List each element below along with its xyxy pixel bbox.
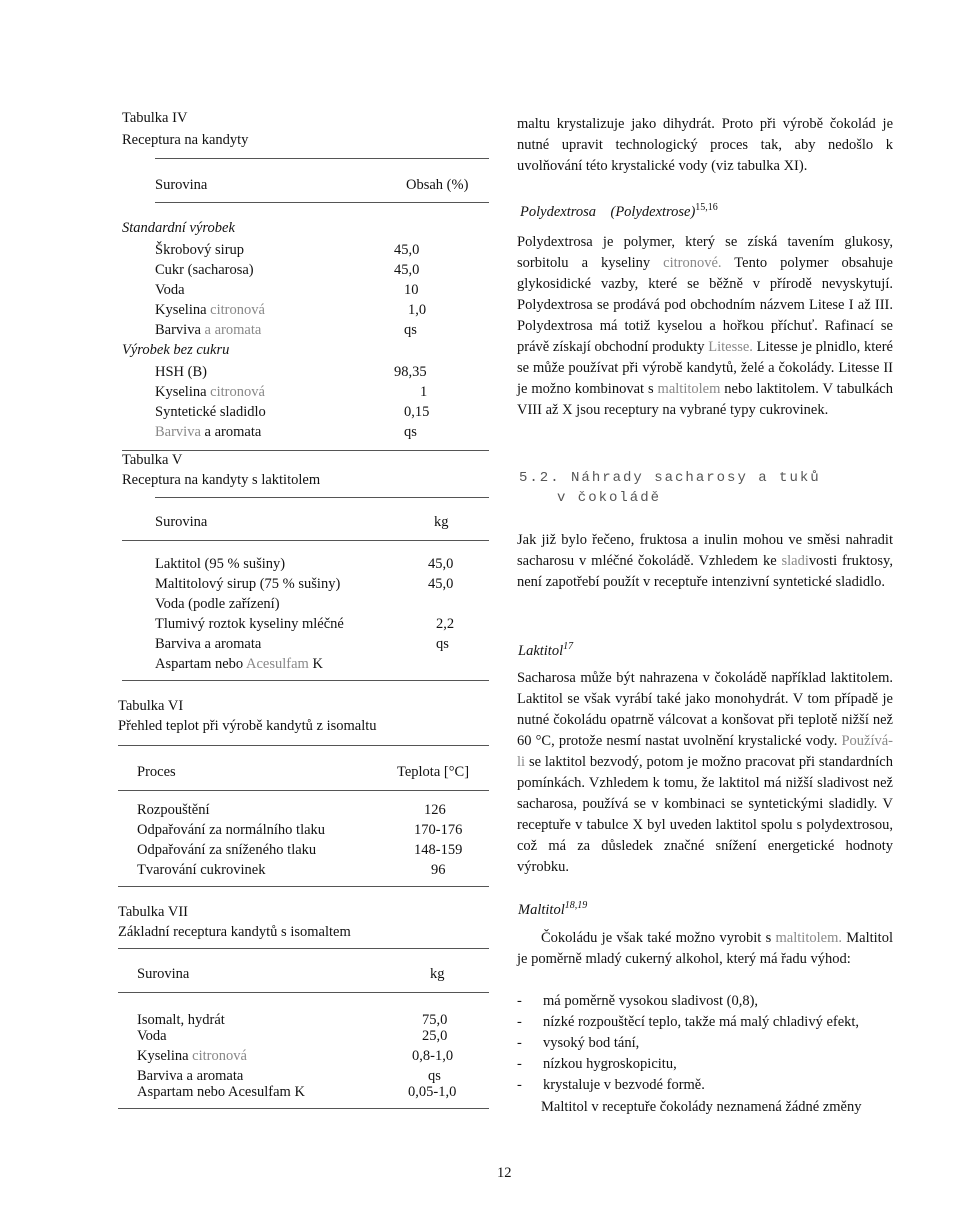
- heading-laktitol-title: Laktitol: [518, 642, 564, 659]
- table-iv-section-standard: Standardní výrobek: [122, 220, 235, 236]
- table-vi-rule-bottom: [118, 886, 489, 887]
- table-vii-col1: Surovina: [137, 966, 190, 982]
- table-vi-rule-header: [118, 790, 489, 791]
- table-row-name: Odpařování za normálního tlaku: [137, 822, 326, 838]
- table-iv-label: Tabulka IV: [122, 110, 188, 126]
- heading-maltitol-title: Maltitol: [518, 901, 565, 918]
- table-vii-rule-bottom: [118, 1108, 489, 1109]
- table-v-rule-header: [122, 540, 489, 541]
- table-row-name: Laktitol (95 % sušiny): [155, 556, 286, 572]
- table-row-value: 96: [431, 862, 446, 878]
- table-row-name: Barviva a aromata: [155, 424, 262, 440]
- table-row-name: Rozpouštění: [137, 802, 210, 818]
- table-v-caption: Receptura na kandyty s laktitolem: [122, 472, 321, 488]
- heading-polydextrosa-ref: 15,16: [695, 202, 718, 213]
- list-item: - krystaluje v bezvodé formě.: [517, 1077, 705, 1093]
- table-iv-rule-header: [155, 202, 489, 203]
- table-row-value: qs: [404, 424, 417, 440]
- paragraph-intro: maltu krystalizuje jako dihydrát. Proto při výrobě čokolád je nutné upravit technologický proces tak, aby nedošlo k uvolňování této krystalické vody (viz tabulka XI).: [517, 116, 893, 174]
- table-iv-rule-top: [155, 158, 489, 159]
- table-row-name: Kyselina citronová: [155, 384, 265, 400]
- table-vii-caption: Základní receptura kandytů s isomaltem: [118, 924, 351, 940]
- table-row-name: Voda (podle zařízení): [155, 596, 280, 612]
- table-row-value: 45,0: [394, 262, 420, 278]
- section-heading: [519, 470, 821, 486]
- table-row-value: 25,0: [422, 1028, 448, 1044]
- table-row-name: Aspartam nebo Acesulfam K: [137, 1084, 305, 1100]
- heading-polydextrosa: [520, 198, 718, 222]
- section-title-line2: v čokoládě: [557, 490, 662, 506]
- table-row-value: 10: [404, 282, 419, 298]
- list-item-text: má poměrně vysokou sladivost (0,8),: [543, 993, 759, 1009]
- heading-polydextrosa-paren: (Polydextrose): [610, 203, 696, 220]
- table-row-name: Syntetické sladidlo: [155, 404, 266, 420]
- table-row-value: 1: [420, 384, 428, 400]
- heading-maltitol-ref: 18,19: [564, 900, 588, 911]
- table-vi-rule-top: [118, 745, 489, 746]
- table-v-col2: kg: [434, 514, 449, 530]
- table-row-value: 45,0: [428, 556, 454, 572]
- table-row-value: 45,0: [394, 242, 420, 258]
- table-row-name: Isomalt, hydrát: [137, 1012, 225, 1028]
- paragraph-polydextrosa: Polydextrosa je polymer, který se získá tavením glukosy, sorbitolu a kyseliny citronové. Tento polymer obsahuje glykosidické vazby, které se běžně v přírodě nevyskytují. Polydextrosa se prodává pod obchodním názvem Litese I až III. Polydextrosa má totiž kyselou a hořkou příchuť. Rafinací se právě získají obchodní produkty Litesse. Litesse je plnidlo, které se může používat při výrobě kandytů, želé a čokolády. Litesse II je možno kombinovat s maltitolem nebo laktitolem. V tabulkách VIII až X jsou receptury na vybrané typy cukrovinek.: [517, 234, 893, 418]
- table-row-name: Aspartam nebo Acesulfam K: [155, 656, 323, 672]
- table-iv-col1: Surovina: [155, 177, 208, 193]
- table-row-value: 45,0: [428, 576, 454, 592]
- table-iv-caption: Receptura na kandyty: [122, 132, 249, 148]
- table-vi-col1: Proces: [137, 764, 176, 780]
- section-number: 5.2.: [519, 470, 561, 486]
- table-iv-col2: Obsah (%): [406, 177, 469, 193]
- table-vii-label: Tabulka VII: [118, 904, 188, 920]
- table-row-value: 98,35: [394, 364, 427, 380]
- heading-laktitol: [518, 637, 573, 661]
- table-v-rule-top: [155, 497, 489, 498]
- table-row-name: Cukr (sacharosa): [155, 262, 254, 278]
- table-row-value: 170-176: [414, 822, 463, 838]
- table-row-name: Škrobový sirup: [155, 242, 245, 258]
- table-v-col1: Surovina: [155, 514, 208, 530]
- table-v-label: Tabulka V: [122, 452, 183, 468]
- table-row-value: 0,05-1,0: [408, 1084, 457, 1100]
- heading-maltitol: [518, 896, 587, 920]
- table-row-name: Barviva a aromata: [155, 322, 262, 338]
- heading-polydextrosa-title: Polydextrosa: [520, 203, 596, 220]
- section-title-line1: Náhrady sacharosy a tuků: [571, 470, 821, 486]
- list-item-text: vysoký bod tání,: [543, 1035, 640, 1051]
- table-row-name: Barviva a aromata: [155, 636, 262, 652]
- table-row-value: 2,2: [436, 616, 455, 632]
- table-row-value: 0,8-1,0: [412, 1048, 454, 1064]
- list-item: - vysoký bod tání,: [517, 1035, 640, 1051]
- table-v-rule-bottom: [122, 680, 489, 681]
- paragraph-section: Jak již bylo řečeno, fruktosa a inulin mohou ve směsi nahradit sacharosu v mléčné čokoládě. Vzhledem ke sladivosti fruktosy, není zapotřebí použít v receptuře intenzivní syntetické sladidlo.: [517, 532, 893, 590]
- list-item: - nízkou hygroskopicitu,: [517, 1056, 677, 1072]
- table-row-name: Tvarování cukrovinek: [137, 862, 266, 878]
- table-vi-caption: Přehled teplot při výrobě kandytů z isomaltu: [118, 718, 377, 734]
- table-iv-section-sugarfree: Výrobek bez cukru: [122, 342, 230, 358]
- table-row-value: qs: [404, 322, 417, 338]
- table-vii-col2: kg: [430, 966, 445, 982]
- paragraph-laktitol: Sacharosa může být nahrazena v čokoládě například laktitolem. Laktitol se však vyrábí také jako monohydrát. V tom případě je nutné čokoládu opatrně válcovat a konšovat při teplotě nižší než 60 °C, protože nesmí nastat uvolnění krystalické vody. Používá-li se laktitol bezvodý, potom je možno pracovat při standardních pomínkách. Vzhledem k tomu, že laktitol má nižší sladivost než sacharosa, používá se v kombinaci se syntetickými sladidly. V receptuře v tabulce X byl uveden laktitol spolu s polydextrosou, což má za důsledek značné snížení energetické hodnoty výrobku.: [517, 670, 893, 875]
- list-item-text: krystaluje v bezvodé formě.: [543, 1077, 705, 1093]
- table-row-name: HSH (B): [155, 364, 207, 380]
- table-row-name: Maltitolový sirup (75 % sušiny): [155, 576, 341, 592]
- paragraph-end: Maltitol v receptuře čokolády neznamená žádné změny: [541, 1099, 862, 1115]
- table-row-value: 148-159: [414, 842, 463, 858]
- table-vii-rule-header: [118, 992, 489, 993]
- table-vii-rule-top: [118, 948, 489, 949]
- paragraph-maltitol: Čokoládu je však také možno vyrobit s maltitolem. Maltitol je poměrně mladý cukerný alkohol, který má řadu výhod:: [517, 930, 893, 967]
- table-row-value: 75,0: [422, 1012, 448, 1028]
- list-item: - nízké rozpouštěcí teplo, takže má malý chladivý efekt,: [517, 1014, 860, 1030]
- table-row-name: Barviva a aromata: [137, 1068, 244, 1084]
- table-row-value: 1,0: [408, 302, 427, 318]
- table-row-name: Odpařování za sníženého tlaku: [137, 842, 317, 858]
- table-row-name: Kyselina citronová: [155, 302, 265, 318]
- table-row-name: Kyselina citronová: [137, 1048, 247, 1064]
- table-row-value: 0,15: [404, 404, 430, 420]
- heading-laktitol-ref: 17: [563, 641, 574, 652]
- table-row-name: Tlumivý roztok kyseliny mléčné: [155, 616, 344, 632]
- advantages-list: [517, 991, 893, 1096]
- table-row-name: Voda: [137, 1028, 167, 1044]
- table-row-name: Voda: [155, 282, 185, 298]
- table-row-value: qs: [428, 1068, 441, 1084]
- list-item: - má poměrně vysokou sladivost (0,8),: [517, 993, 759, 1009]
- page-number: 12: [497, 1165, 512, 1181]
- table-vi-col2: Teplota [°C]: [397, 764, 470, 780]
- table-row-value: 126: [424, 802, 446, 818]
- table-vi-label: Tabulka VI: [118, 698, 184, 714]
- list-item-text: nízkou hygroskopicitu,: [543, 1056, 677, 1072]
- list-item-text: nízké rozpouštěcí teplo, takže má malý chladivý efekt,: [543, 1014, 860, 1030]
- table-row-value: qs: [436, 636, 449, 652]
